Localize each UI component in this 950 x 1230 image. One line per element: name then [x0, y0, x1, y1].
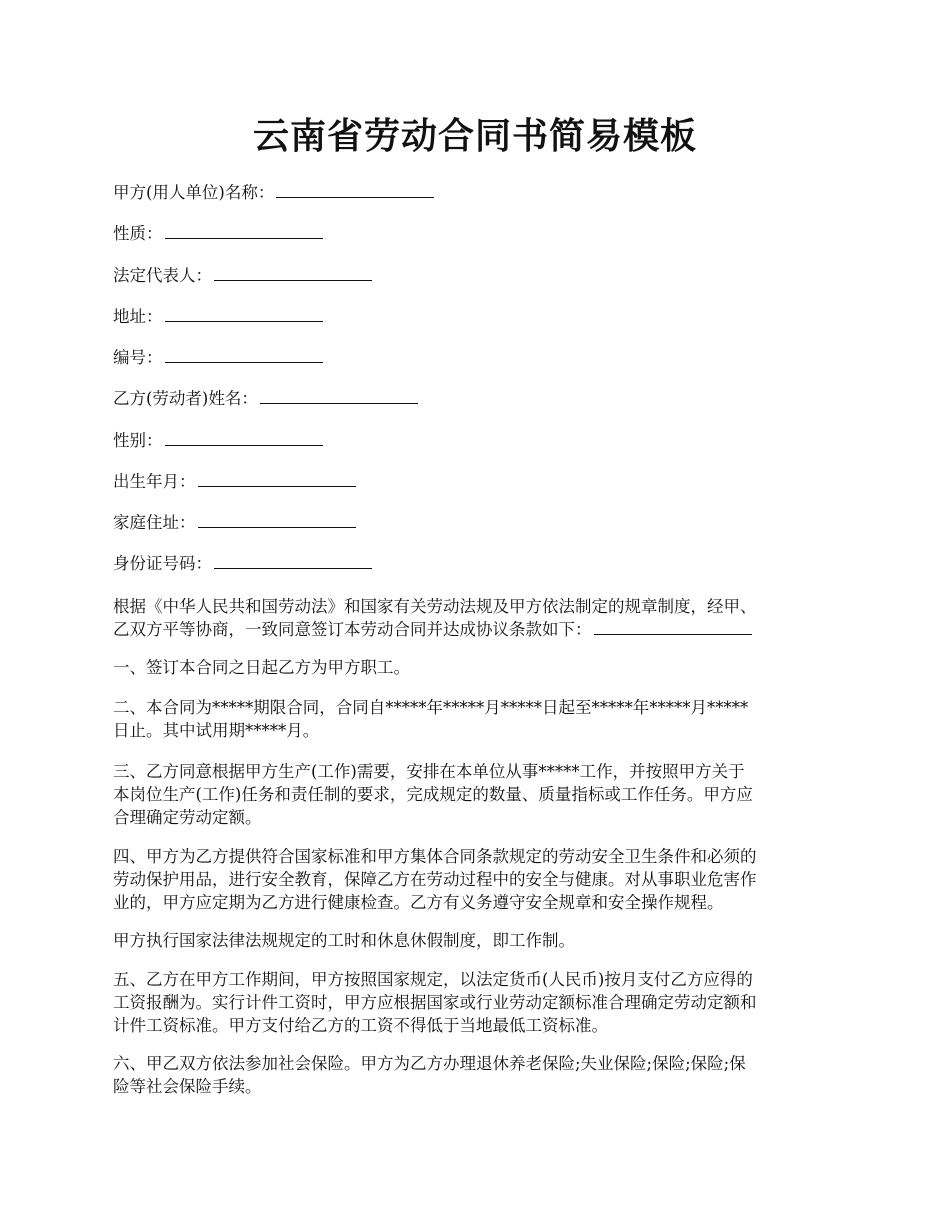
fill-in-blank — [198, 511, 356, 528]
clause-line: 计件工资标准。甲方支付给乙方的工资不得低于当地最低工资标准。 — [113, 1016, 608, 1035]
intro-line-with-blank — [113, 618, 843, 641]
fill-in-blank — [594, 618, 752, 635]
field-label: 乙方(劳动者)姓名： — [113, 389, 258, 408]
fill-in-blank — [260, 387, 418, 404]
clause-3 — [113, 760, 843, 829]
intro-line: 根据《中华人民共和国劳动法》和国家有关劳动法规及甲方依法制定的规章制度，经甲、 — [113, 597, 757, 616]
clause-line: 本岗位生产(工作)任务和责任制的要求，完成规定的数量、质量指标或工作任务。甲方应 — [113, 785, 753, 804]
intro-paragraph — [113, 595, 843, 641]
clause-line: 三、乙方同意根据甲方生产(工作)需要，安排在本单位从事*****工作，并按照甲方关于 — [113, 762, 745, 781]
fill-in-blank — [165, 346, 323, 363]
field-employer-name — [113, 181, 843, 204]
clause-1 — [113, 656, 843, 679]
field-address — [113, 305, 843, 328]
clause-line: 业的，甲方应定期为乙方进行健康检查。乙方有义务遵守安全规章和安全操作规程。 — [113, 893, 724, 912]
field-label: 编号： — [113, 348, 163, 367]
fill-in-blank — [165, 429, 323, 446]
field-label: 出生年月： — [113, 472, 196, 491]
clause-line: 劳动保护用品，进行安全教育，保障乙方在劳动过程中的安全与健康。对从事职业危害作 — [113, 870, 757, 889]
clause-6 — [113, 1052, 843, 1098]
field-label: 地址： — [113, 307, 163, 326]
clause-line: 四、甲方为乙方提供符合国家标准和甲方集体合同条款规定的劳动安全卫生条件和必须的 — [113, 847, 757, 866]
fill-in-blank — [276, 181, 434, 198]
field-home-address — [113, 511, 843, 534]
field-nature — [113, 222, 843, 245]
field-birth-date — [113, 470, 843, 493]
field-label: 家庭住址： — [113, 513, 196, 532]
clause-line: 险等社会保险手续。 — [113, 1077, 262, 1096]
clause-line: 六、甲乙双方依法参加社会保险。甲方为乙方办理退休养老保险;失业保险;保险;保险;保 — [113, 1054, 746, 1073]
field-number — [113, 346, 843, 369]
clause-line: 五、乙方在甲方工作期间，甲方按照国家规定，以法定货币(人民币)按月支付乙方应得的 — [113, 970, 753, 989]
clause-5 — [113, 968, 843, 1037]
fill-in-blank — [214, 264, 372, 281]
clause-line: 合理确定劳动定额。 — [113, 808, 262, 827]
field-label: 甲方(用人单位)名称： — [113, 183, 275, 202]
field-label: 性质： — [113, 224, 163, 243]
clause-line: 工资报酬为。实行计件工资时，甲方应根据国家或行业劳动定额标准合理确定劳动定额和 — [113, 993, 757, 1012]
clause-line: 甲方执行国家法律法规规定的工时和休息休假制度，即工作制。 — [113, 931, 575, 950]
document-title: 云南省劳动合同书简易模板 — [252, 115, 697, 157]
field-gender — [113, 429, 843, 452]
clause-line: 二、本合同为*****期限合同，合同自*****年*****月*****日起至*****年*****月***** — [113, 698, 749, 717]
field-id-number — [113, 552, 843, 575]
fill-in-blank — [198, 470, 356, 487]
field-employee-name — [113, 387, 843, 410]
clause-line: 日止。其中试用期*****月。 — [113, 721, 320, 740]
field-legal-representative — [113, 264, 843, 287]
field-label: 性别： — [113, 431, 163, 450]
fill-in-blank — [165, 305, 323, 322]
intro-text: 乙双方平等协商，一致同意签订本劳动合同并达成协议条款如下： — [113, 620, 592, 639]
working-hours-paragraph — [113, 929, 843, 952]
field-label: 身份证号码： — [113, 554, 212, 573]
clause-4 — [113, 845, 843, 914]
clause-2 — [113, 696, 843, 742]
clause-line: 一、签订本合同之日起乙方为甲方职工。 — [113, 658, 410, 677]
fill-in-blank — [214, 552, 372, 569]
fill-in-blank — [165, 222, 323, 239]
field-label: 法定代表人： — [113, 266, 212, 285]
